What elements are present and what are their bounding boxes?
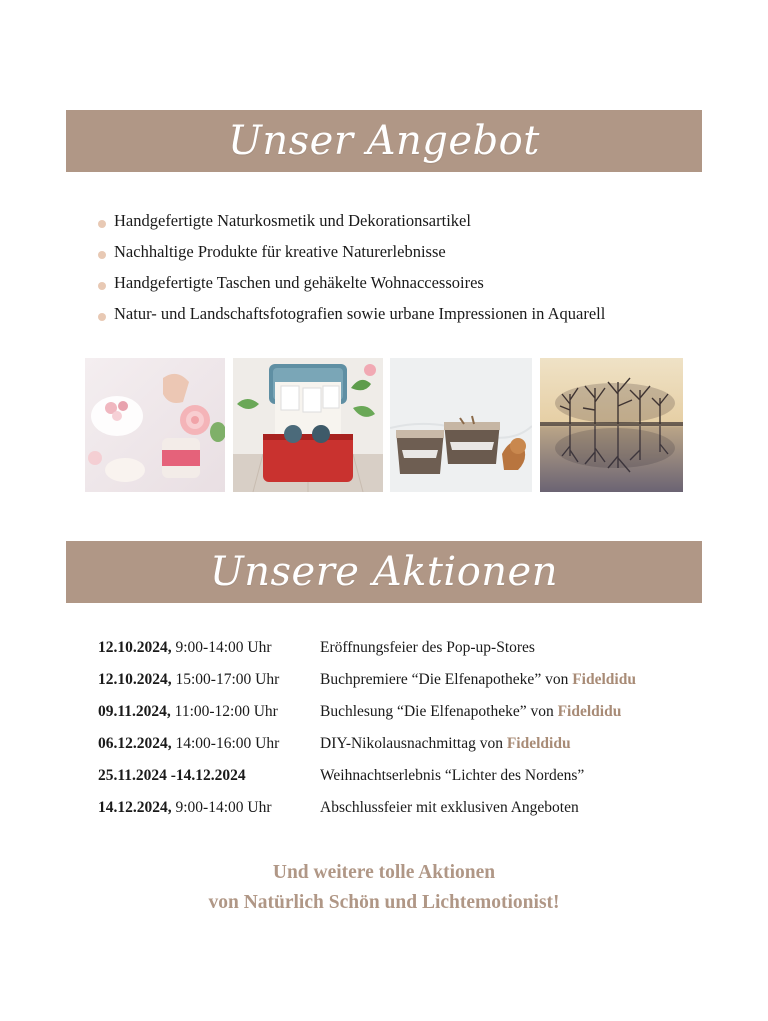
- table-row: [98, 696, 698, 728]
- event-date: 25.11.2024 -14.12.2024: [98, 767, 246, 784]
- event-date: 12.10.2024, 15:00-17:00 Uhr: [98, 671, 280, 688]
- table-row: [98, 664, 698, 696]
- event-description: DIY-Nikolausnachmittag von Fideldidu: [320, 735, 571, 752]
- table-row: [98, 632, 698, 664]
- tree-reflection-landscape-photo: [540, 358, 683, 492]
- offer-title: Unser Angebot: [228, 118, 540, 164]
- table-row: [98, 792, 698, 824]
- list-item: Nachhaltige Produkte für kreative Naturerlebnisse: [98, 236, 605, 267]
- bullet-dot-icon: [98, 220, 106, 228]
- closing-text: [0, 858, 768, 918]
- event-description: Abschlussfeier mit exklusiven Angeboten: [320, 799, 579, 816]
- event-date: 09.11.2024, 11:00-12:00 Uhr: [98, 703, 278, 720]
- event-date: 14.12.2024, 9:00-14:00 Uhr: [98, 799, 272, 816]
- crochet-baskets-photo: [390, 358, 532, 492]
- offer-banner: [66, 110, 702, 172]
- event-date: 12.10.2024, 9:00-14:00 Uhr: [98, 639, 272, 656]
- list-item: Handgefertigte Naturkosmetik und Dekorationsartikel: [98, 205, 605, 236]
- actions-banner: [66, 541, 702, 603]
- closing-line-2: von Natürlich Schön und Lichtemotionist!: [208, 892, 560, 913]
- offer-list: [98, 205, 605, 329]
- table-row: [98, 728, 698, 760]
- nature-kit-suitcase-photo: [233, 358, 383, 492]
- list-item: Natur- und Landschaftsfotografien sowie urbane Impressionen in Aquarell: [98, 298, 605, 329]
- actions-title: Unsere Aktionen: [210, 549, 558, 595]
- cosmetics-photo: [85, 358, 225, 492]
- list-item: Handgefertigte Taschen und gehäkelte Wohnaccessoires: [98, 267, 605, 298]
- closing-line-1: Und weitere tolle Aktionen: [272, 862, 496, 883]
- bullet-dot-icon: [98, 313, 106, 321]
- events-table: [98, 632, 698, 824]
- event-description: Buchlesung “Die Elfenapotheke” von Fideldidu: [320, 703, 622, 720]
- event-date: 06.12.2024, 14:00-16:00 Uhr: [98, 735, 280, 752]
- table-row: [98, 760, 698, 792]
- event-description: Weihnachtserlebnis “Lichter des Nordens”: [320, 767, 585, 784]
- photo-strip: [85, 358, 683, 492]
- bullet-dot-icon: [98, 282, 106, 290]
- event-description: Buchpremiere “Die Elfenapotheke” von Fideldidu: [320, 671, 636, 688]
- event-description: Eröffnungsfeier des Pop-up-Stores: [320, 639, 535, 656]
- bullet-dot-icon: [98, 251, 106, 259]
